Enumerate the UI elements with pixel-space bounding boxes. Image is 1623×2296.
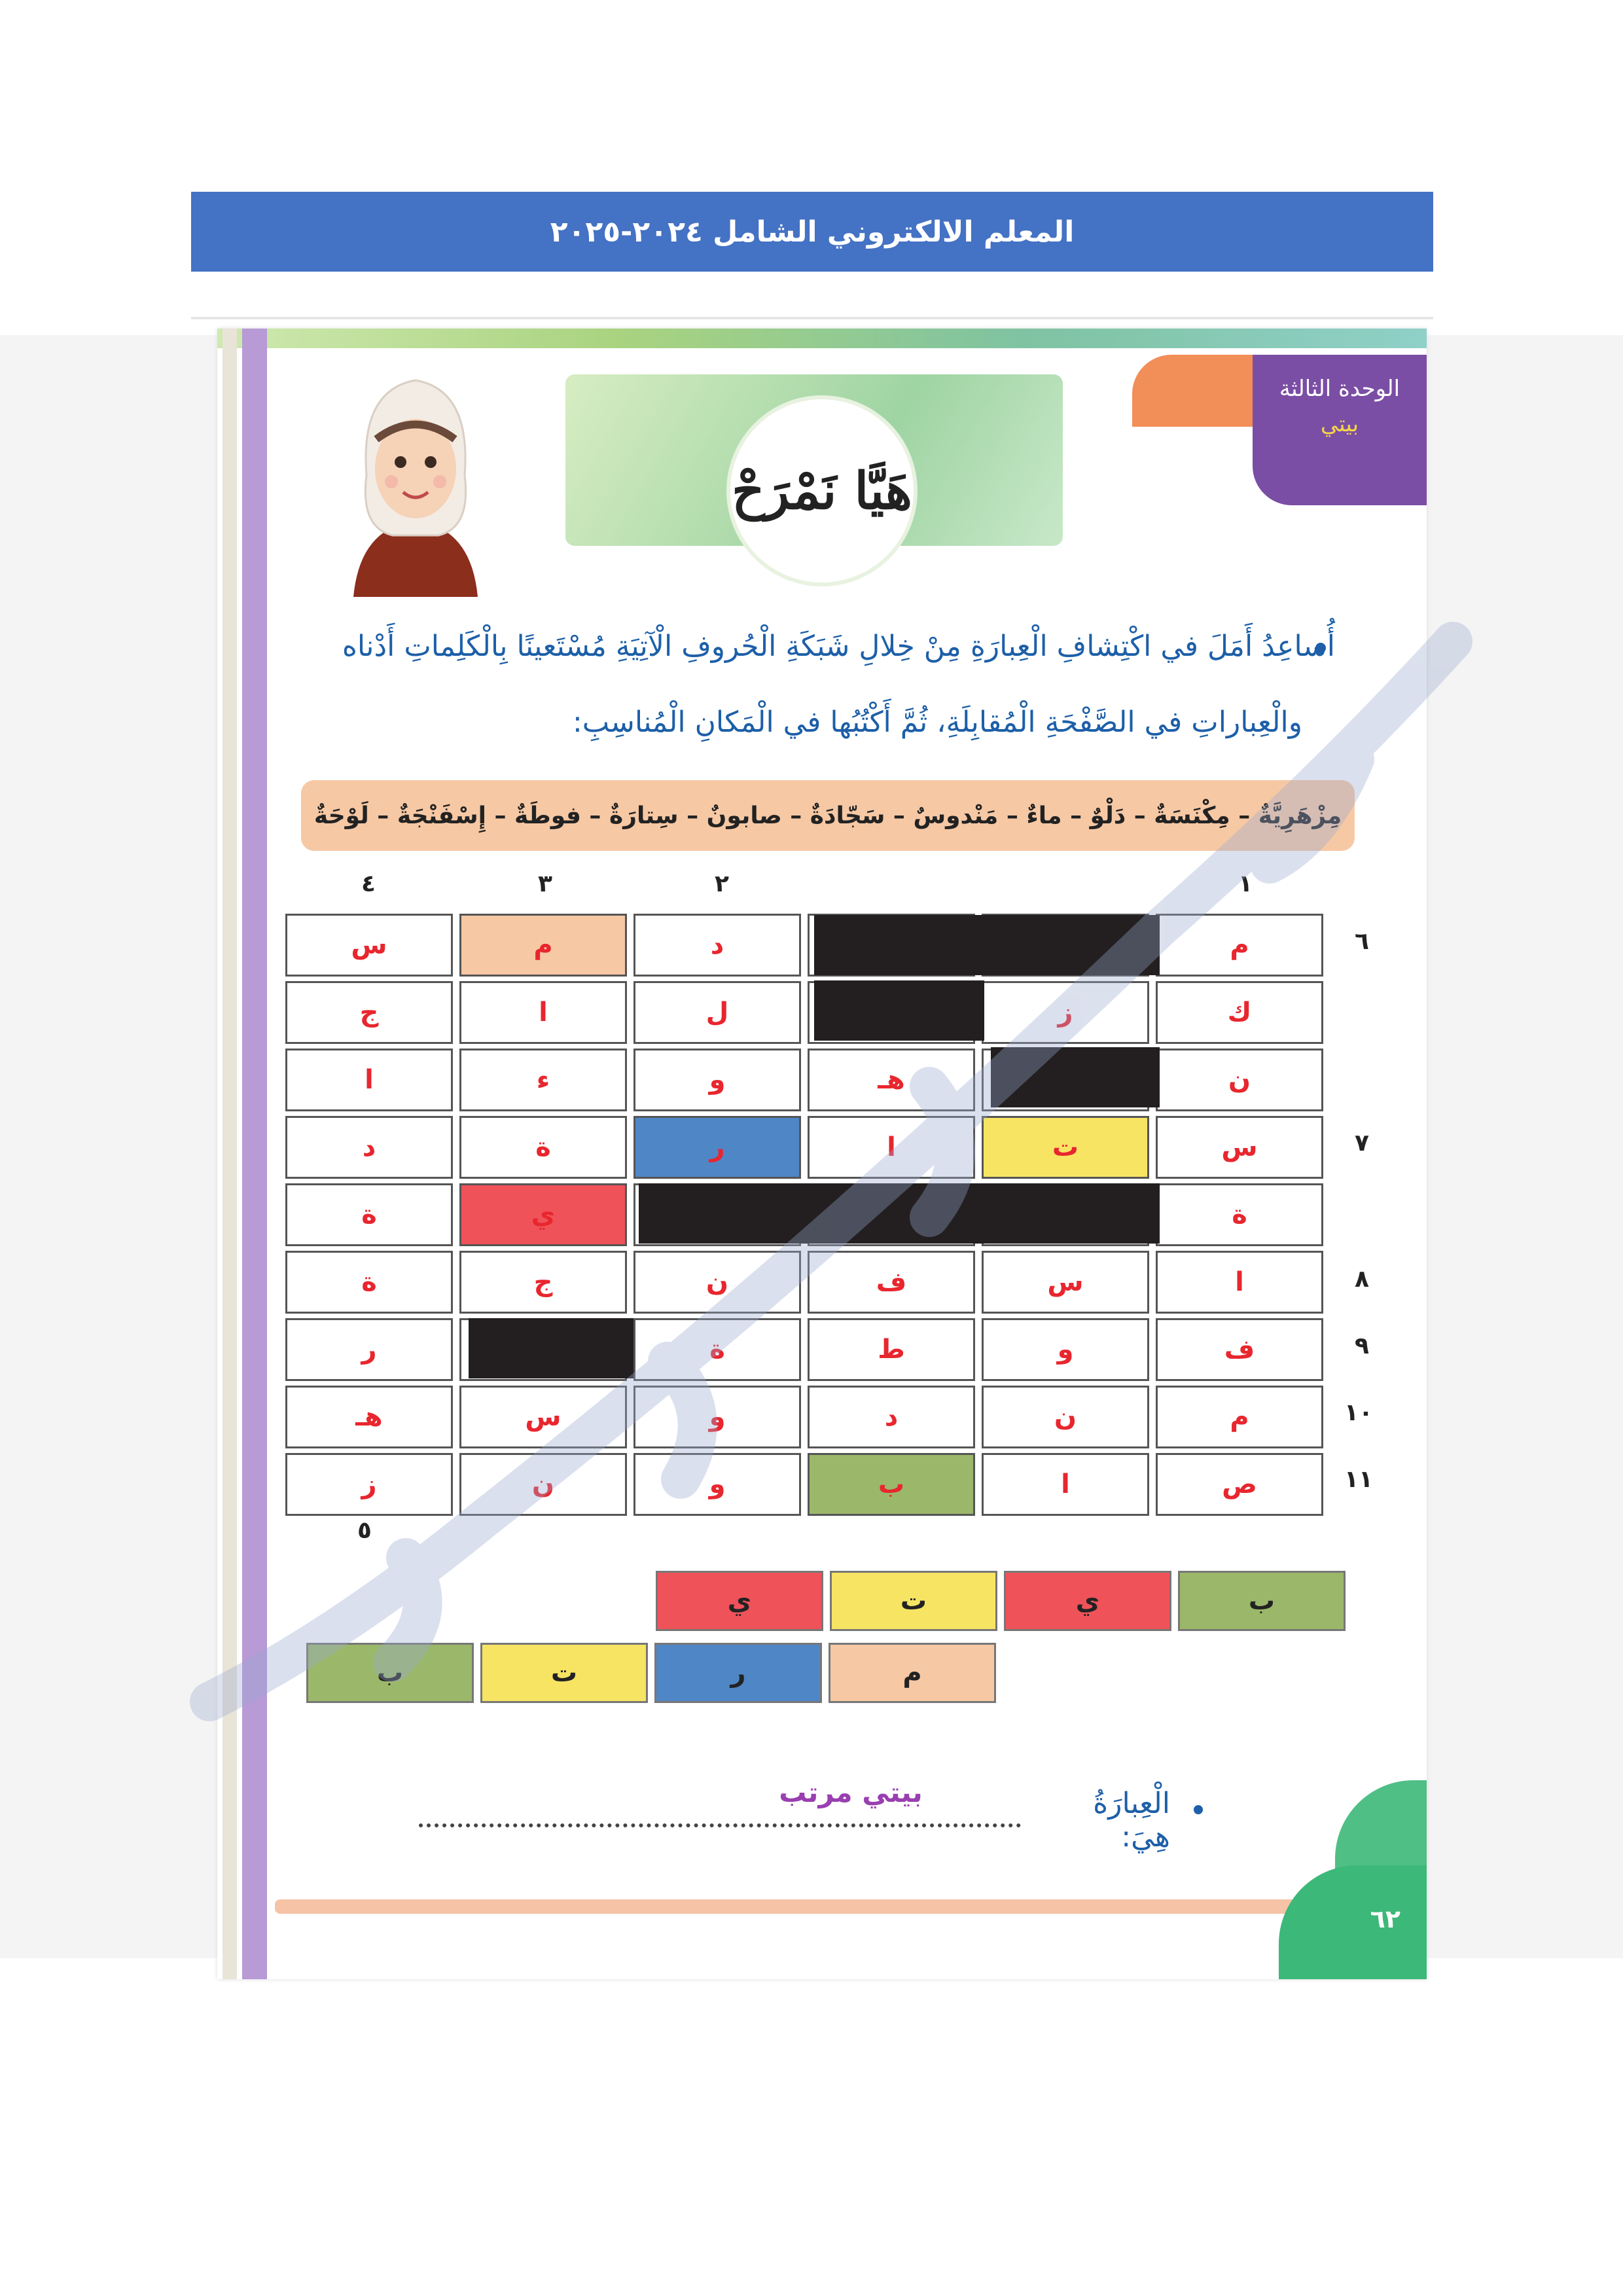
grid-cell: ا [982, 1453, 1149, 1516]
instruction-line-1: أُساعِدُ أَمَلَ في اكْتِشافِ الْعِبارَةِ مِنْ خِلالِ شَبَكَةِ الْحُروفِ الْآتِيَةِ مُسْتَعينًا بِالْكَلِماتِ أَدْناه [342, 630, 1335, 663]
row-number: ٩ [1355, 1333, 1369, 1359]
page-number: ٦٢ [1370, 1905, 1400, 1933]
girl-illustration [340, 364, 491, 597]
grid-cell: ص [1156, 1453, 1323, 1516]
page-top-stripe [217, 329, 1427, 348]
grid-cell: ج [285, 981, 453, 1044]
row-number: ١٠ [1344, 1399, 1373, 1426]
grid-cell: ب [808, 1453, 975, 1516]
grid-cell: ا [459, 981, 627, 1044]
grid-cell: ة [1156, 1183, 1323, 1246]
grid-cell: ء [459, 1049, 627, 1111]
answer-tile: ب [306, 1643, 474, 1703]
grid-cell: ة [285, 1183, 453, 1246]
column-number: ٣ [538, 870, 552, 897]
column-number: ١ [1238, 870, 1253, 897]
answer-tile: ي [1004, 1571, 1171, 1631]
grid-cell: ي [459, 1183, 627, 1246]
grid-cell: ل [633, 981, 801, 1044]
grid-black-block [814, 980, 984, 1041]
grid-cell: ز [982, 981, 1149, 1044]
grid-cell: ت [982, 1116, 1149, 1179]
grid-cell: ط [808, 1318, 975, 1381]
activity-title-text: هَيَّا نَمْرَحْ [732, 461, 912, 521]
grid-cell: ا [1156, 1251, 1323, 1314]
grid-cell: ا [808, 1116, 975, 1179]
grid-cell: ف [808, 1251, 975, 1314]
grid-cell: ف [1156, 1318, 1323, 1381]
instruction-line-2: والْعِباراتِ في الصَّفْحَةِ الْمُقابِلَةِ، ثُمَّ أَكْتُبُها في الْمَكانِ الْمُناسِبِ: [572, 706, 1302, 739]
answer-tile: ت [830, 1571, 997, 1631]
grid-cell: ن [982, 1386, 1149, 1448]
unit-subtitle: بيتي [1320, 411, 1359, 437]
grid-cell: و [633, 1453, 801, 1516]
word-bank-text: مِزْهَرِيَّةٌ – مِكْنَسَةٌ – دَلْوٌ – ماءٌ – مَنْدوسٌ – سَجّادَةٌ – صابونٌ – سِتارَةٌ – فوطَةٌ – إِسْفَنْجَةٌ – لَوْحَةٌ [313, 802, 1342, 829]
grid-cell: س [285, 914, 453, 977]
grid-cell: م [1156, 914, 1323, 977]
answer-tile: ي [656, 1571, 823, 1631]
grid-cell: هـ [285, 1386, 453, 1448]
grid-cell: ن [633, 1251, 801, 1314]
grid-cell: س [459, 1386, 627, 1448]
divider [191, 317, 1433, 319]
page-spine [242, 329, 267, 1979]
banner-title: المعلم الالكتروني الشامل ٢٠٢٤-٢٠٢٥ [550, 215, 1075, 249]
activity-title [726, 395, 918, 586]
grid-cell: و [982, 1318, 1149, 1381]
grid-cell: ج [459, 1251, 627, 1314]
grid-cell: د [808, 1386, 975, 1448]
unit-tab [1253, 355, 1427, 505]
grid-cell: د [633, 914, 801, 977]
answer-tile: م [829, 1643, 996, 1703]
grid-cell: ر [633, 1116, 801, 1179]
grid-cell: و [633, 1049, 801, 1111]
grid-black-block [991, 1047, 1160, 1107]
grid-cell: ة [459, 1116, 627, 1179]
grid-black-block [469, 1318, 633, 1378]
answer-tile: ب [1178, 1571, 1346, 1631]
row-number: ٦ [1355, 928, 1369, 955]
answer-dotted-line [419, 1823, 1021, 1827]
row-number: ٧ [1355, 1130, 1369, 1157]
grid-cell: ز [285, 1453, 453, 1516]
site-banner [191, 192, 1433, 272]
grid-cell: ن [1156, 1049, 1323, 1111]
grid-cell: د [285, 1116, 453, 1179]
grid-cell: س [982, 1251, 1149, 1314]
grid-black-block [814, 915, 1160, 975]
answer-tile: ر [654, 1643, 822, 1703]
word-bank [301, 780, 1355, 851]
grid-cell: م [1156, 1386, 1323, 1448]
grid-cell: ك [1156, 981, 1323, 1044]
row-number: ٥ [357, 1517, 372, 1544]
column-number: ٢ [715, 870, 729, 897]
grid-cell: م [459, 914, 627, 977]
row-number: ٨ [1355, 1266, 1369, 1293]
row-number: ١١ [1344, 1466, 1373, 1493]
column-number: ٤ [361, 870, 376, 897]
unit-name: الوحدة الثالثة [1279, 376, 1400, 402]
grid-cell: س [1156, 1116, 1323, 1179]
grid-cell: و [633, 1386, 801, 1448]
answer-label: الْعِبارَةُ هِيَ: [1093, 1787, 1170, 1854]
grid-cell: ن [459, 1453, 627, 1516]
grid-cell: ة [633, 1318, 801, 1381]
grid-black-block [639, 1183, 1160, 1244]
answer-value: بيتي مرتب [779, 1776, 923, 1808]
page-spine-edge [223, 329, 237, 1979]
answer-tile: ت [480, 1643, 648, 1703]
bullet [1194, 1805, 1203, 1814]
grid-cell: ر [285, 1318, 453, 1381]
grid-cell: ا [285, 1049, 453, 1111]
page-bottom-stripe [275, 1899, 1322, 1914]
grid-cell: هـ [808, 1049, 975, 1111]
grid-cell: ة [285, 1251, 453, 1314]
